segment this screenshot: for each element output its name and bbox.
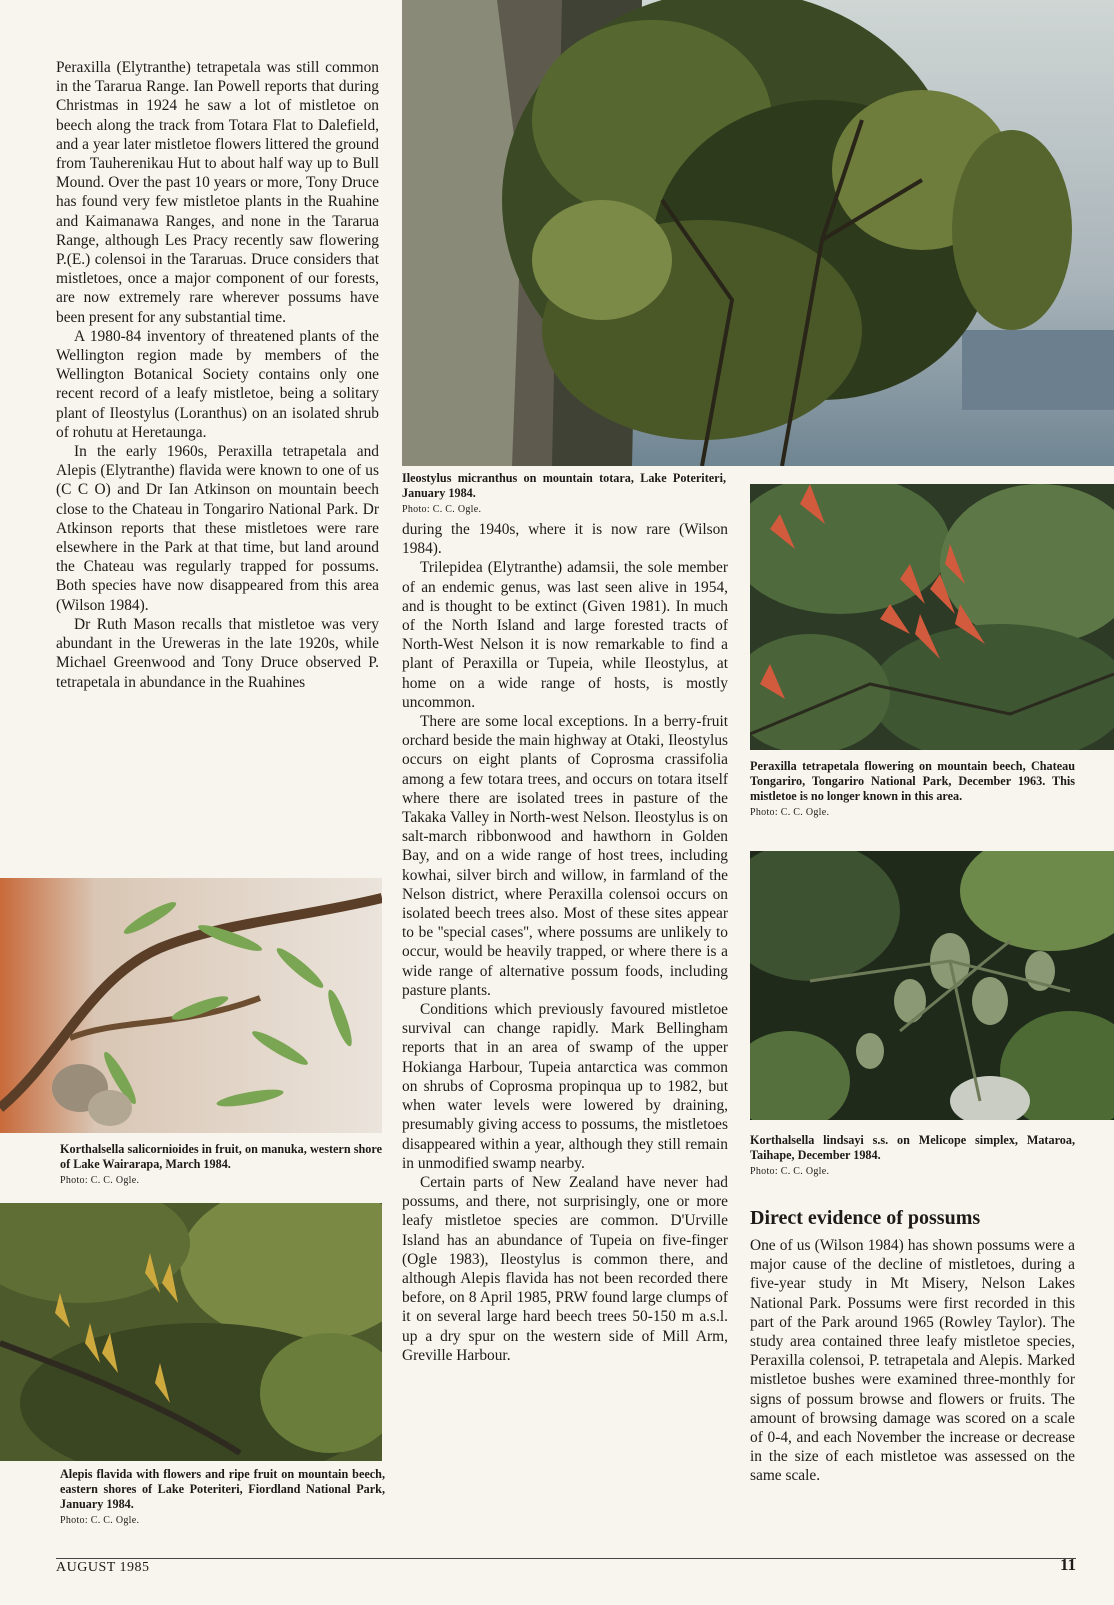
page-number: 11 bbox=[1059, 1555, 1076, 1574]
caption-ileostylus bbox=[402, 471, 726, 517]
right-column bbox=[750, 1236, 1075, 1486]
paragraph: Dr Ruth Mason recalls that mistletoe was very abundant in the Ureweras in the late 1920s, while Michael Greenwood and Tony Druce observed P. tetrapetala in abundance in the Ruahines bbox=[56, 615, 379, 691]
paragraph: during the 1940s, where it is now rare (Wilson 1984). bbox=[402, 521, 728, 558]
paragraph: In the early 1960s, Peraxilla tetrapetala and Alepis (Elytranthe) flavida were known to one of us (C C O) and Dr Ian Atkinson on mountain beech close to the Chateau in Tongariro National Park. Dr Atkinson reports that these mistletoes were rare elsewhere in the Park at that time, but land around the Chateau was regularly trapped for possums. Both species have now disappeared from this area (Wilson 1984). bbox=[56, 443, 379, 614]
caption-text: Korthalsella lindsayi s.s. on Melicope simplex, Mataroa, Taihape, December 1984. bbox=[750, 1133, 1075, 1162]
footer-issue: AUGUST 1985 bbox=[56, 1560, 150, 1575]
caption-korthalsella-salicornioides bbox=[60, 1142, 382, 1188]
photo-korthalsella-salicornioides bbox=[0, 878, 382, 1133]
paragraph: A 1980-84 inventory of threatened plants of the Wellington region made by members of the Wellington Botanical Society contains only one recent record of a leafy mistletoe, being a solitary plant of Ileostylus (Loranthus) on an isolated shrub of rohutu at Heretaunga. bbox=[56, 327, 379, 441]
paragraph: Trilepidea (Elytranthe) adamsii, the sole member of an endemic genus, was last seen alive in 1954, and is thought to be extinct (Given 1981). In much of the North Island and large forested tracts of North-West Nelson it is now remarkable to find a plant of Peraxilla or Tupeia, while Ileostylus, at home on a wide range of hosts, is mostly uncommon. bbox=[402, 559, 728, 711]
middle-column bbox=[402, 520, 728, 1365]
section-heading: Direct evidence of possums bbox=[750, 1207, 981, 1229]
photo-credit: Photo: C. C. Ogle. bbox=[750, 807, 830, 818]
footer-rule bbox=[56, 1558, 1076, 1559]
caption-text: Alepis flavida with flowers and ripe fruit on mountain beech, eastern shores of Lake Poteriteri, Fiordland National Park, January 1984. bbox=[60, 1467, 385, 1511]
photo-peraxilla-tetrapetala bbox=[750, 484, 1114, 750]
caption-text: Peraxilla tetrapetala flowering on mountain beech, Chateau Tongariro, Tongariro National Park, December 1963. This mistletoe is no longer known in this area. bbox=[750, 759, 1075, 803]
caption-text: Ileostylus micranthus on mountain totara, Lake Poteriteri, January 1984. bbox=[402, 471, 726, 500]
photo-ileostylus-totara bbox=[402, 0, 1114, 466]
left-column bbox=[56, 58, 379, 692]
caption-peraxilla bbox=[750, 759, 1075, 820]
photo-credit: Photo: C. C. Ogle. bbox=[402, 504, 482, 515]
photo-alepis-flavida bbox=[0, 1203, 382, 1461]
caption-korthalsella-lindsayi bbox=[750, 1133, 1075, 1179]
photo-credit: Photo: C. C. Ogle. bbox=[750, 1166, 830, 1177]
paragraph: Peraxilla (Elytranthe) tetrapetala was still common in the Tararua Range. Ian Powell reports that during Christmas in 1924 he saw a lot of mistletoe on beech along the track from Totara Flat to Dalefield, and a year later mistletoe flowers littered the ground from Tauherenikau Hut to about half way up to Bull Mound. Over the past 10 years or more, Tony Druce has found very few mistletoe plants in the Ruahine and Kaimanawa Ranges, and none in the Tararua Range, although Les Pracy recently saw flowering P.(E.) colensoi in the Tararuas. Druce considers that mistletoes, once a major component of our forests, are now extremely rare wherever possums have been present for any substantial time. bbox=[56, 59, 379, 326]
paragraph: Certain parts of New Zealand have never had possums, and there, not surprisingly, one or more leafy mistletoe species are common. D'Urville Island has an abundance of Tupeia on five-finger (Ogle 1983), Ileostylus is common there, and although Alepis flavida has not been recorded there before, on 8 April 1985, PRW found large clumps of it on several large hard beech trees 50-150 m a.s.l. up a dry spur on the western side of Mill Arm, Greville Harbour. bbox=[402, 1173, 728, 1364]
photo-credit: Photo: C. C. Ogle. bbox=[60, 1175, 140, 1186]
paragraph: One of us (Wilson 1984) has shown possums were a major cause of the decline of mistletoes, during a five-year study in Mt Misery, Nelson Lakes National Park. Possums were first recorded in this part of the Park around 1965 (Rowley Taylor). The study area contained three leafy mistletoe species, Peraxilla colensoi, P. tetrapetala and Alepis. Marked mistletoe bushes were examined three-monthly for signs of possum browse and flowers or fruits. The amount of browsing damage was scored on a scale of 0-4, and each November the increase or decrease in the size of each mistletoe was assessed on the same scale. bbox=[750, 1237, 1075, 1485]
caption-text: Korthalsella salicornioides in fruit, on manuka, western shore of Lake Wairarapa, March 1984. bbox=[60, 1142, 382, 1171]
photo-credit: Photo: C. C. Ogle. bbox=[60, 1515, 140, 1526]
paragraph: There are some local exceptions. In a berry-fruit orchard beside the main highway at Otaki, Ileostylus occurs on eight plants of Coprosma crassifolia among a few totara trees, and occurs on totara itself where there are isolated trees in pasture of the Takaka Valley in North-west Nelson. Ileostylus is on salt-march ribbonwood and hawthorn in Golden Bay, and on a wide range of host trees, including kowhai, silver birch and willow, in farmland of the Nelson district, where Peraxilla colensoi occurs on isolated beech trees also. Most of these sites appear to be ''special cases'', where possums are unlikely to occur, would be heavily trapped, or where there is a wide range of alternative possum foods, including pasture plants. bbox=[402, 713, 728, 999]
paragraph: Conditions which previously favoured mistletoe survival can change rapidly. Mark Bellingham reports that in an area of swamp of the upper Hokianga Harbour, Tupeia antarctica was common on shrubs of Coprosma propinqua up to 1982, but when water levels were lowered by draining, presumably giving access to possums, the mistletoes disappeared within a year, although they still remain in unmodified swamp nearby. bbox=[402, 1001, 728, 1172]
photo-korthalsella-lindsayi bbox=[750, 851, 1114, 1120]
caption-alepis-flavida bbox=[60, 1467, 385, 1528]
